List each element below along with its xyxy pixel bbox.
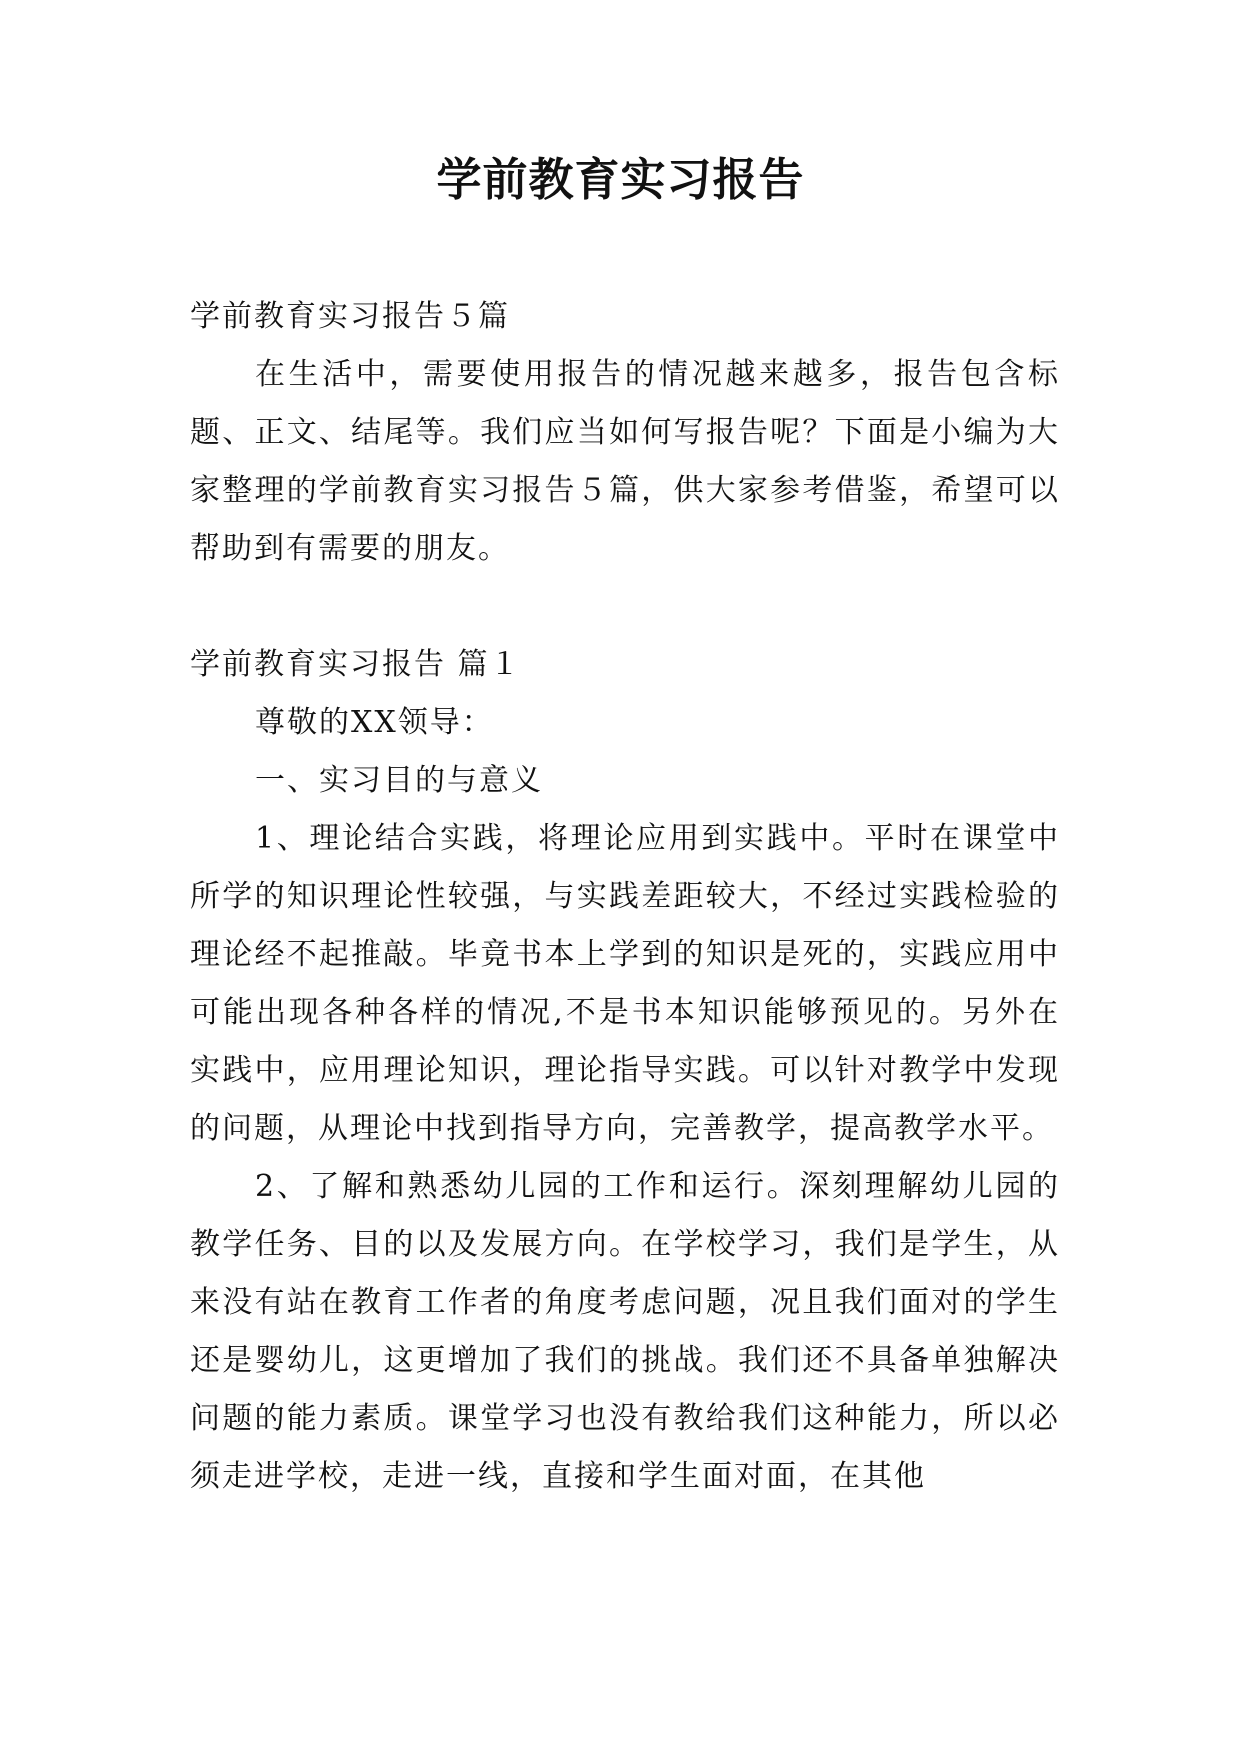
body-paragraph-1: 1、理论结合实践，将理论应用到实践中。平时在课堂中所学的知识理论性较强，与实践差距较大，不经过实践检验的理论经不起推敲。毕竟书本上学到的知识是死的，实践应用中可能出现各种各样的情况,不是书本知识能够预见的。另外在实践中，应用理论知识，理论指导实践。可以针对教学中发现的问题，从理论中找到指导方向，完善教学，提高教学水平。 (190, 821, 1060, 1146)
document-subtitle: 学前教育实习报告５篇 (190, 299, 510, 334)
document-title: 学前教育实习报告 (436, 153, 805, 206)
part-heading: 一、实习目的与意义 (255, 763, 543, 798)
salutation: 尊敬的XX领导： (255, 705, 494, 740)
document-body (190, 288, 1060, 1506)
body-paragraph-2: 2、了解和熟悉幼儿园的工作和运行。深刻理解幼儿园的教学任务、目的以及发展方向。在学校学习，我们是学生，从来没有站在教育工作者的角度考虑问题，况且我们面对的学生还是婴幼儿，这更增加了我们的挑战。我们还不具备单独解决问题的能力素质。课堂学习也没有教给我们这种能力，所以必须走进学校，走进一线，直接和学生面对面，在其他 (190, 1169, 1060, 1494)
section-heading: 学前教育实习报告 篇１ (190, 647, 522, 682)
intro-paragraph: 在生活中，需要使用报告的情况越来越多，报告包含标题、正文、结尾等。我们应当如何写报告呢？下面是小编为大家整理的学前教育实习报告５篇，供大家参考借鉴，希望可以帮助到有需要的朋友。 (190, 357, 1060, 566)
